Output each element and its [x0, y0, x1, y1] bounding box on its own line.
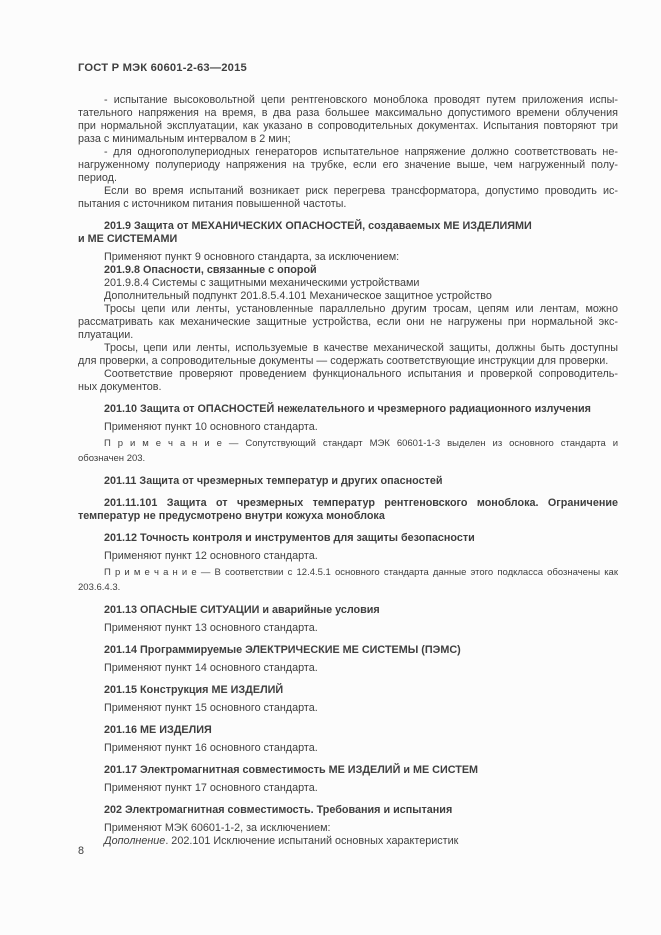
section-heading [78, 604, 618, 617]
paragraph [78, 368, 618, 394]
text-line: тательного напряжения на время, в два раза большее максимально допустимого времени облучения [78, 107, 618, 119]
text-line: нагруженному полупериоду напряжения на трубке, если его значение выше, чем нагруженный полу- [78, 159, 618, 171]
paragraph [78, 835, 618, 848]
text-line: Применяют пункт 16 основного стандарта. [104, 742, 318, 754]
note [78, 566, 618, 595]
text-line: Соответствие проверяют проведением функционального испытания и проверкой сопроводитель- [104, 368, 618, 380]
text-line: 201.16 МЕ ИЗДЕЛИЯ [104, 724, 212, 736]
text-line: рассматривать как механические защитные устройства, если они не нагружены при нормальной экс- [78, 316, 618, 328]
text-line: Тросы, цепи или ленты, используемые в качестве механической защиты, должны быть доступны [104, 342, 618, 354]
text-line: Дополнительный подпункт 201.8.5.4.101 Механическое защитное устройство [104, 290, 492, 302]
page-number: 8 [78, 845, 85, 857]
paragraph [78, 421, 618, 434]
text-line: 201.13 ОПАСНЫЕ СИТУАЦИИ и аварийные условия [104, 604, 380, 616]
text-line: Применяют пункт 10 основного стандарта. [104, 421, 318, 433]
section-heading [78, 804, 618, 817]
document-body [78, 94, 618, 848]
document-sheet [78, 62, 618, 848]
text-line: Применяют пункт 17 основного стандарта. [104, 782, 318, 794]
text-line: ных документов. [78, 381, 162, 393]
paragraph [78, 290, 618, 303]
text-line: Применяют пункт 9 основного стандарта, за исключением: [104, 251, 400, 263]
section-heading [78, 475, 618, 488]
text-line: 201.12 Точность контроля и инструментов для защиты безопасности [104, 532, 475, 544]
text-line: 201.9.8.4 Системы с защитными механическими устройствами [104, 277, 420, 289]
text-line: и МЕ СИСТЕМАМИ [78, 233, 178, 245]
text-line: П р и м е ч а н и е — В соответствии с 12.4.5.1 основного стандарта данные этого подкласса обозначены как [104, 567, 618, 578]
text-line: 201.10 Защита от ОПАСНОСТЕЙ нежелательного и чрезмерного радиационного излучения [104, 403, 591, 415]
text-line [78, 835, 618, 848]
paragraph [78, 342, 618, 368]
paragraph [78, 550, 618, 563]
text-line: температур не предусмотрено внутри кожуха моноблока [78, 510, 385, 522]
section-heading [78, 403, 618, 416]
paragraph [78, 622, 618, 635]
text-line: Применяют пункт 12 основного стандарта. [104, 550, 318, 562]
paragraph [78, 742, 618, 755]
section-heading [78, 764, 618, 777]
text-line: пытания с источником питания повышенной частоты. [78, 198, 347, 210]
paragraph [78, 822, 618, 835]
text-line: - испытание высоковольтной цепи рентгеновского моноблока проводят путем приложения испы- [104, 94, 618, 106]
paragraph [78, 277, 618, 290]
paragraph [78, 303, 618, 342]
text-line: период. [78, 172, 117, 184]
text-line: обозначен 203. [78, 452, 146, 464]
text-line: 202 Электромагнитная совместимость. Требования и испытания [104, 804, 453, 816]
paragraph [78, 94, 618, 146]
text-line: 201.9 Защита от МЕХАНИЧЕСКИХ ОПАСНОСТЕЙ, создаваемых МЕ ИЗДЕЛИЯМИ [104, 220, 532, 232]
text-line: плуатации. [78, 329, 134, 341]
text-line: Применяют пункт 14 основного стандарта. [104, 662, 318, 674]
text-line: 203.6.4.3. [78, 581, 121, 593]
text-line: 201.9.8 Опасности, связанные с опорой [104, 264, 317, 276]
text-line: Если во время испытаний возникает риск перегрева трансформатора, допустимо проводить ис- [104, 185, 618, 197]
text-line: Применяют пункт 15 основного стандарта. [104, 702, 318, 714]
section-heading [78, 724, 618, 737]
paragraph [78, 146, 618, 185]
note [78, 437, 618, 466]
section-heading [78, 684, 618, 697]
text-line: 201.17 Электромагнитная совместимость МЕ ИЗДЕЛИЙ и МЕ СИСТЕМ [104, 764, 479, 776]
text-line: 201.14 Программируемые ЭЛЕКТРИЧЕСКИЕ МЕ СИСТЕМЫ (ПЭМС) [104, 644, 461, 656]
section-heading [78, 220, 618, 246]
paragraph [78, 185, 618, 211]
italic-text: Дополнение [104, 835, 166, 847]
subsection-heading [78, 264, 618, 277]
text-line: Применяют пункт 13 основного стандарта. [104, 622, 318, 634]
text-line: Применяют МЭК 60601-1-2, за исключением: [104, 822, 331, 834]
text-line: 201.11 Защита от чрезмерных температур и других опасностей [104, 475, 443, 487]
text-line: раза с минимальным интервалом в 2 мин; [78, 133, 291, 145]
paragraph [78, 782, 618, 795]
section-heading [78, 497, 618, 523]
text-line: 201.11.101 Защита от чрезмерных температур рентгеновского моноблока. Ограничение [104, 497, 618, 509]
text-line: П р и м е ч а н и е — Сопутствующий стандарт МЭК 60601-1-3 выделен из основного стандарта и [104, 438, 618, 449]
paragraph [78, 251, 618, 264]
section-heading [78, 644, 618, 657]
text-line: для проверки, а сопроводительные документы — содержать соответствующие инструкции для проверки. [78, 355, 609, 367]
paragraph [78, 702, 618, 715]
text-line: при нормальной эксплуатации, как указано в сопроводительных документах. Испытания повторяют три [78, 120, 618, 132]
document-header: ГОСТ Р МЭК 60601-2-63—2015 [78, 62, 247, 74]
text-line: Тросы цепи или ленты, установленные параллельно другим тросам, цепям или лентам, можно [104, 303, 618, 315]
paragraph [78, 662, 618, 675]
section-heading [78, 532, 618, 545]
text-line: 201.15 Конструкция МЕ ИЗДЕЛИЙ [104, 684, 284, 696]
text-line: - для одногополупериодных генераторов испытательное напряжение должно соответствовать не- [104, 146, 618, 158]
text-span: . 202.101 Исключение испытаний основных характеристик [165, 835, 459, 847]
